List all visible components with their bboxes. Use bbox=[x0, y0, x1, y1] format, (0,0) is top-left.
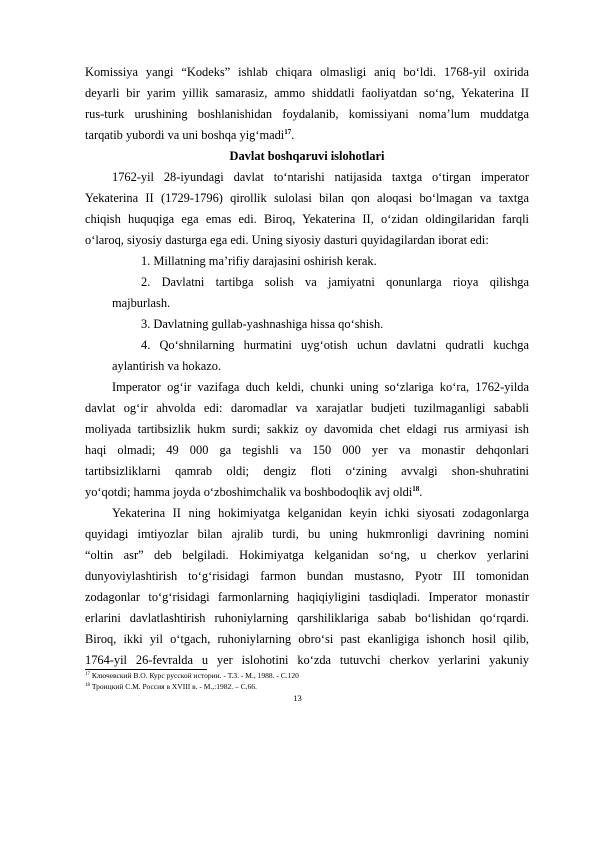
paragraph-4-line-7: Biroq, ikki yil o‘tgach, ruhoniylarning obro‘si past ekanligiga ishonch hosil qilib, bbox=[85, 632, 529, 646]
paragraph-3-line-6 bbox=[85, 484, 529, 500]
paragraph-1-line-2: deyarli bir yarim yillik samarasiz, ammo shiddatli faoliyatdan so‘ng, Yekaterina II bbox=[85, 86, 529, 100]
list-item-4-line-1: 4. Qo‘shnilarning hurmatini uyg‘otish uchun davlatni qudratli kuchga bbox=[141, 338, 529, 352]
paragraph-1-line-1: Komissiya yangi “Kodeks” ishlab chiqara olmasligi aniq bo‘ldi. 1768-yil oxirida bbox=[85, 65, 529, 79]
paragraph-4-line-6: erlarini davlatlashtirish ruhoniylarning qarshiliklariga sabab bo‘lishidan qo‘rqardi. bbox=[85, 611, 529, 625]
paragraph-2-line-1: 1762-yil 28-iyundagi davlat to‘ntarishi natijasida taxtga o‘tirgan imperator bbox=[112, 170, 529, 184]
paragraph-1-line-4 bbox=[85, 127, 529, 143]
section-heading: Davlat boshqaruvi islohotlari bbox=[229, 149, 385, 163]
footnote-separator bbox=[85, 669, 207, 670]
paragraph-3-line-4: haqi olmadi; 49 000 ga tegishli va 150 000 yer va monastir dehqonlari bbox=[85, 443, 529, 457]
paragraph-3-period: . bbox=[419, 485, 423, 499]
paragraph-3-line-2: davlat og‘ir ahvolda edi: daromadlar va xarajatlar budjeti tuzilmaganligi sababli bbox=[85, 401, 529, 415]
paragraph-2-line-3: chiqish huquqiga ega emas edi. Biroq, Yekaterina II, o‘zidan oldingilaridan farqli bbox=[85, 212, 529, 226]
footnote-17 bbox=[85, 671, 299, 680]
paragraph-4-line-4: dunyoviylashtirish to‘g‘risidagi farmon bundan mustasno, Pyotr III tomonidan bbox=[85, 569, 529, 583]
paragraph-3-text: yo‘qotdi; hamma joyda o‘zboshimchalik va boshbodoqlik avj oldi bbox=[85, 485, 413, 499]
footnote-17-number: 17 bbox=[85, 672, 90, 677]
footnote-18-number: 18 bbox=[85, 683, 90, 688]
paragraph-2-line-4: o‘laroq, siyosiy dasturga ega edi. Uning siyosiy dasturi quyidagilardan iborat edi: bbox=[85, 233, 489, 247]
paragraph-3-line-1: Imperator og‘ir vazifaga duch keldi, chunki uning so‘zlariga ko‘ra, 1762-yilda bbox=[112, 380, 529, 394]
list-item-2-line-2: majburlash. bbox=[112, 296, 171, 310]
paragraph-1-text: tarqatib yubordi va uni boshqa yig‘madi bbox=[85, 128, 285, 142]
paragraph-4-line-2: quyidagi imtiyozlar bilan ajralib turdi, bu uning hukmronligi davrining nomini bbox=[85, 527, 529, 541]
paragraph-1-line-3: rus-turk urushining boshlanishidan foydalanib, komissiyani noma’lum muddatga bbox=[85, 107, 529, 121]
paragraph-4-line-1: Yekaterina II ning hokimiyatga kelganidan keyin ichki siyosati zodagonlarga bbox=[112, 506, 529, 520]
footnote-17-text: Ключевский В.О. Курс русской истории. - Т.3. - М., 1988. - С.120 bbox=[91, 671, 299, 680]
footnote-ref-17[interactable]: 17 bbox=[284, 128, 292, 136]
footnote-ref-18[interactable]: 18 bbox=[412, 485, 420, 493]
paragraph-1-period: . bbox=[291, 128, 295, 142]
footnote-18 bbox=[85, 682, 257, 691]
list-item-1: 1. Millatning ma’rifiy darajasini oshirish kerak. bbox=[141, 254, 377, 268]
paragraph-3-line-5: tartibsizliklarni qamrab oldi; dengiz floti o‘zining avvalgi shon-shuhratini bbox=[85, 464, 529, 478]
paragraph-4-line-5: zodagonlar to‘g‘risidagi farmonlarning haqiqiyligini tasdiqladi. Imperator monastir bbox=[85, 590, 529, 604]
list-item-3: 3. Davlatning gullab-yashnashiga hissa qo‘shish. bbox=[141, 317, 384, 331]
footnote-18-text: Троицкий С.М. Россия в XVIII в. - М.,:1982. – С.66. bbox=[91, 682, 257, 691]
page-number: 13 bbox=[293, 693, 302, 703]
paragraph-4-line-8: 1764-yil 26-fevralda u yer islohotini ko‘zda tutuvchi cherkov yerlarini yakuniy bbox=[85, 653, 529, 667]
paragraph-2-line-2: Yekaterina II (1729-1796) qirollik sulolasi bilan qon aloqasi bo‘lmagan va taxtga bbox=[85, 191, 529, 205]
paragraph-3-line-3: moliyada tartibsizlik hukm surdi; sakkiz oy davomida chet eldagi rus armiyasi ish bbox=[85, 422, 529, 436]
paragraph-4-line-3: “oltin asr” deb belgiladi. Hokimiyatga kelganidan so‘ng, u cherkov yerlarini bbox=[85, 548, 529, 562]
list-item-4-line-2: aylantirish va hokazo. bbox=[112, 359, 222, 373]
list-item-2-line-1: 2. Davlatni tartibga solish va jamiyatni qonunlarga rioya qilishga bbox=[141, 275, 529, 289]
